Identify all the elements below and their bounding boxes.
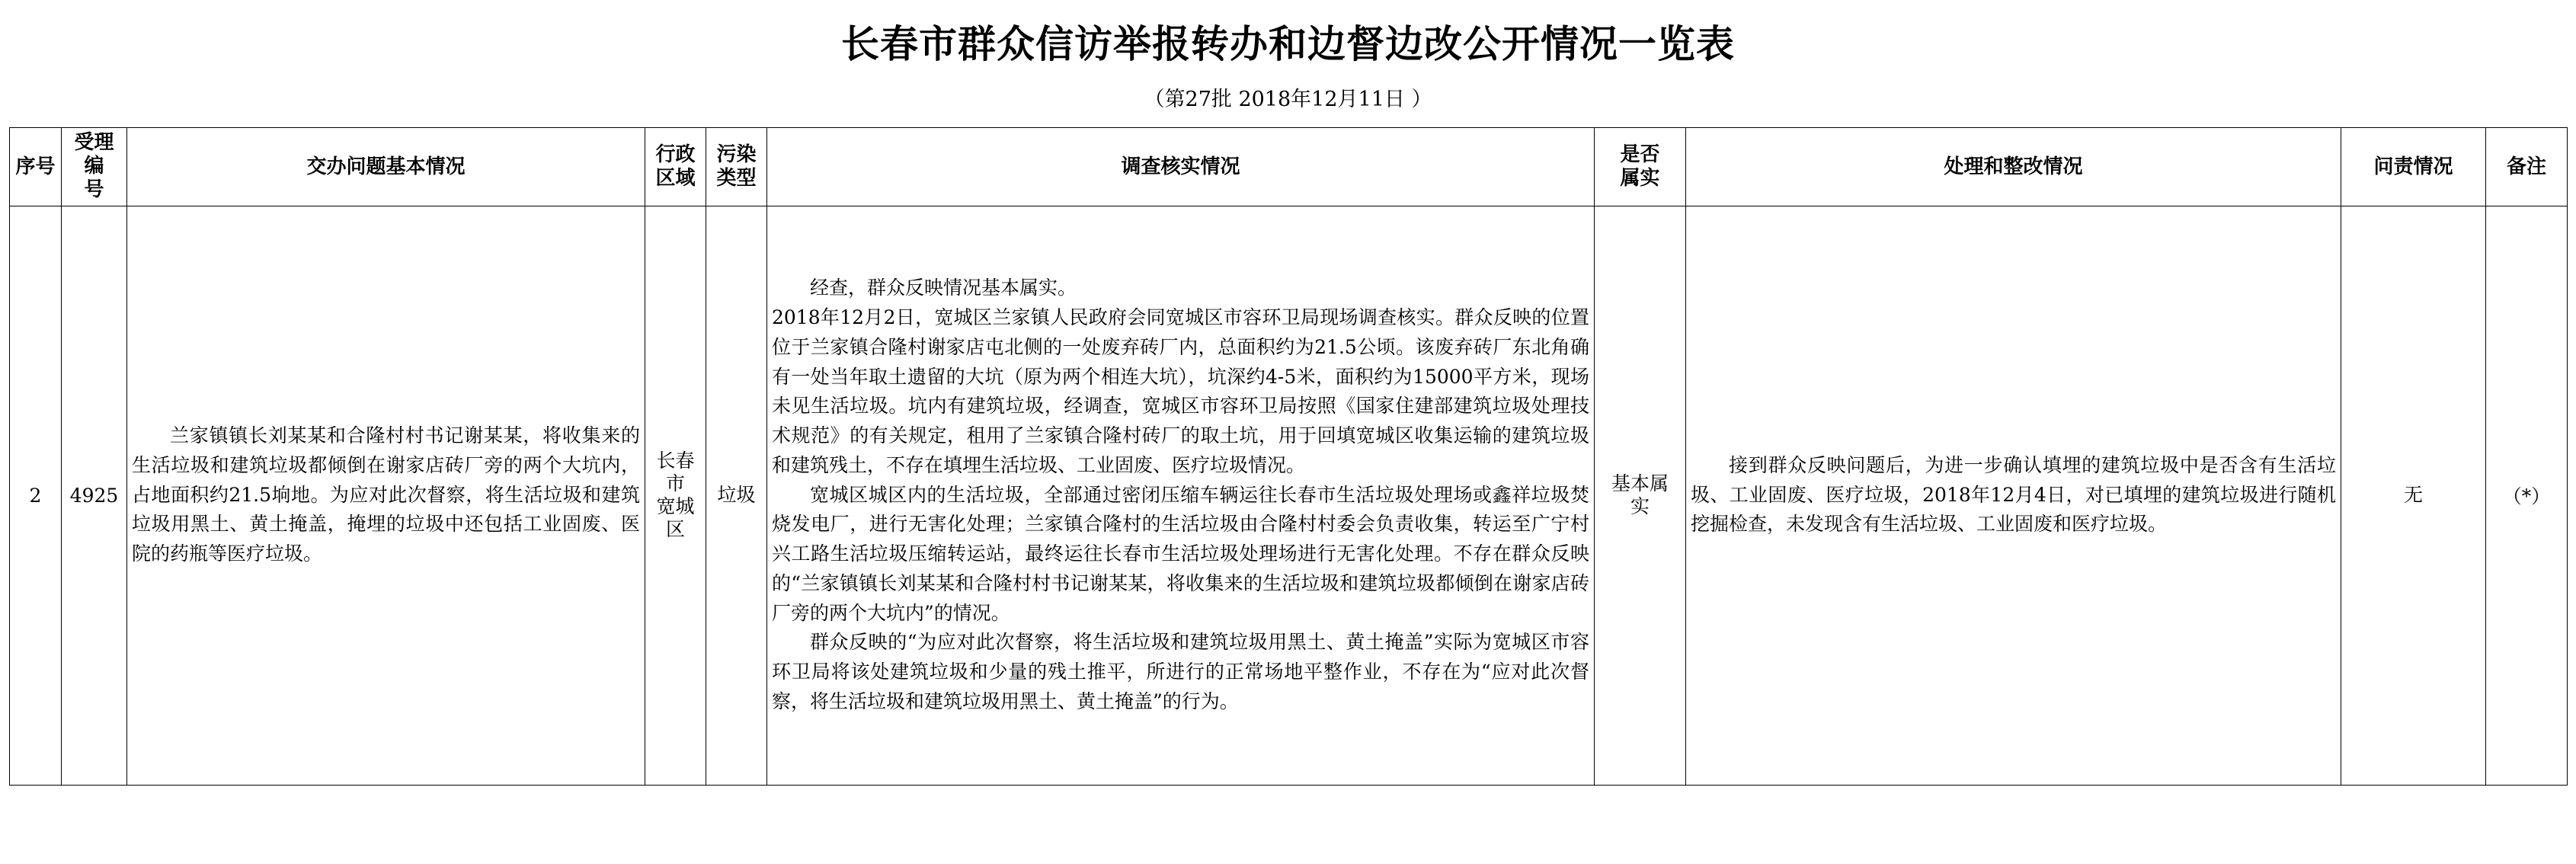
header-seq: 序号 [10,128,62,206]
survey-paragraph-1: 经查，群众反映情况基本属实。 [810,277,1077,299]
cell-is-true [1595,206,1686,785]
header-survey: 调查核实情况 [767,128,1595,206]
problem-text: 兰家镇镇长刘某某和合隆村村书记谢某某，将收集来的生活垃圾和建筑垃圾都倾倒在谢家店砖厂旁的两个大坑内，占地面积约21.5垧地。为应对此次督察，将生活垃圾和建筑垃圾用黑土、黄土掩盖，掩埋的垃圾中还包括工业固废、医院的药瓶等医疗垃圾。 [132,424,640,565]
header-accept-no-line2: 号 [84,178,104,202]
survey-paragraph-2: 2018年12月2日，宽城区兰家镇人民政府会同宽城区市容环卫局现场调查核实。群众反映的位置位于兰家镇合隆村谢家店屯北侧的一处废弃砖厂内，总面积约为21.5公顷。该废弃砖厂东北角确有一处当年取土遗留的大坑（原为两个相连大坑），坑深约4-5米，面积约为15000平方米，现场未见生活垃圾。坑内有建筑垃圾，经调查，宽城区市容环卫局按照《国家住建部建筑垃圾处理技术规范》的有关规定，租用了兰家镇合隆村砖厂的取土坑，用于回填宽城区收集运输的建筑垃圾和建筑残土，不存在填埋生活垃圾、工业固废、医疗垃圾情况。 [772,306,1589,476]
handle-text: 接到群众反映问题后，为进一步确认填埋的建筑垃圾中是否含有生活垃圾、工业固废、医疗垃圾，2018年12月4日，对已填埋的建筑垃圾进行随机挖掘检查，未发现含有生活垃圾、工业固废和医疗垃圾。 [1691,453,2336,536]
header-pollution-type [706,128,767,206]
header-pollution-line2: 类型 [716,166,757,190]
cell-accept-no: 4925 [62,206,127,785]
cell-survey [767,206,1595,785]
header-is-true-line2: 属实 [1620,166,1660,190]
cell-accountability: 无 [2341,206,2486,785]
header-pollution-line1: 污染 [716,142,757,166]
cell-pollution-type: 垃圾 [706,206,767,785]
header-is-true-line1: 是否 [1620,142,1660,166]
header-region [645,128,706,206]
region-line2: 宽城区 [656,495,695,541]
header-remark: 备注 [2486,128,2568,206]
header-accept-no [62,128,127,206]
header-region-line2: 区域 [655,166,696,190]
cell-problem [127,206,645,785]
is-true-line1: 基本属 [1611,472,1669,495]
header-handle: 处理和整改情况 [1686,128,2341,206]
survey-paragraph-4: 群众反映的“为应对此次督察，将生活垃圾和建筑垃圾用黑土、黄土掩盖”实际为宽城区市容环卫局将该处建筑垃圾和少量的残土推平，所进行的正常场地平整作业，不存在为“应对此次督察，将生活垃圾和建筑垃圾用黑土、黄土掩盖”的行为。 [772,631,1589,712]
header-problem: 交办问题基本情况 [127,128,645,206]
page-subtitle: （第27批 2018年12月11日 ） [1144,88,1432,111]
cell-handle [1686,206,2341,785]
header-accept-no-line1: 受理编 [74,131,114,178]
cell-region [645,206,706,785]
header-region-line1: 行政 [655,142,696,166]
is-true-line2: 实 [1630,495,1650,518]
report-table [9,127,2568,786]
table-row [10,206,2568,785]
header-accountability: 问责情况 [2341,128,2486,206]
page-title: 长春市群众信访举报转办和边督边改公开情况一览表 [841,22,1735,66]
header-is-true [1595,128,1686,206]
survey-paragraph-3: 宽城区城区内的生活垃圾，全部通过密闭压缩车辆运往长春市生活垃圾处理场或鑫祥垃圾焚烧发电厂，进行无害化处理；兰家镇合隆村的生活垃圾由合隆村村委会负责收集，转运至广宁村兴工路生活垃圾压缩转运站，最终运往长春市生活垃圾处理场进行无害化处理。不存在群众反映的“兰家镇镇长刘某某和合隆村村书记谢某某，将收集来的生活垃圾和建筑垃圾都倾倒在谢家店砖厂旁的两个大坑内”的情况。 [772,483,1589,624]
region-line1: 长春市 [656,450,695,495]
document-page [0,14,2576,786]
cell-seq: 2 [10,206,62,785]
table-header-row [10,128,2568,206]
cell-remark: （*） [2486,206,2568,785]
